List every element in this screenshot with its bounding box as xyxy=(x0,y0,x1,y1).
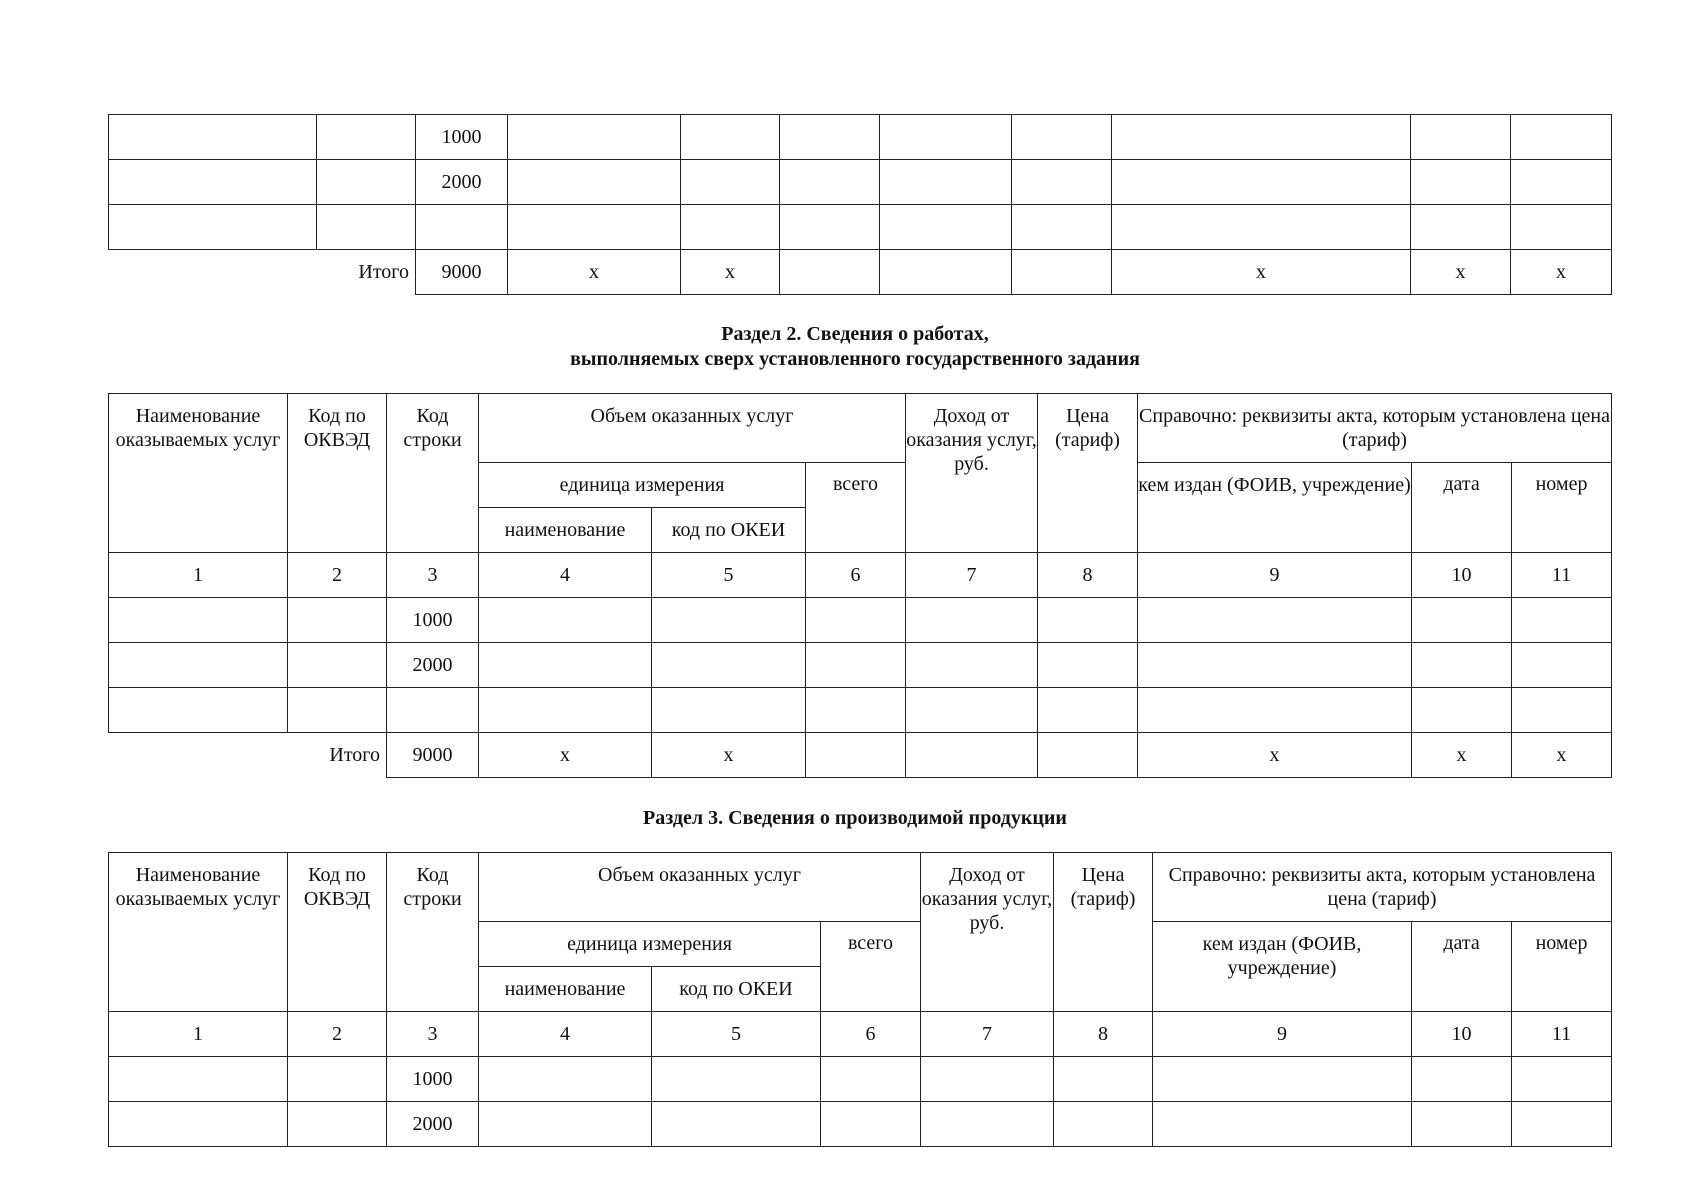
column-number: 4 xyxy=(479,1012,652,1057)
column-number: 6 xyxy=(806,553,906,598)
column-number: 3 xyxy=(387,553,479,598)
header-okved: Код по ОКВЭД xyxy=(288,394,387,553)
header-row xyxy=(109,853,1612,922)
column-number: 1 xyxy=(109,553,288,598)
column-number: 9 xyxy=(1138,553,1412,598)
section3-table xyxy=(108,852,1612,1147)
column-number: 8 xyxy=(1054,1012,1153,1057)
x-mark: x xyxy=(1412,733,1512,778)
header-price: Цена (тариф) xyxy=(1054,853,1153,1012)
section3-title-text: Раздел 3. Сведения о производимой продукции xyxy=(643,807,1067,829)
section2-title-line2: выполняемых сверх установленного государственного задания xyxy=(570,348,1140,370)
section1-continuation-table xyxy=(108,114,1612,295)
section2-title xyxy=(0,322,1697,372)
header-total: всего xyxy=(821,922,921,1012)
header-number: номер xyxy=(1512,463,1612,553)
line-code-cell: 1000 xyxy=(416,115,508,160)
line-code-cell: 2000 xyxy=(387,1102,479,1147)
header-line-code: Код строки xyxy=(387,853,479,1012)
header-date: дата xyxy=(1412,463,1512,553)
section3-title xyxy=(0,806,1697,831)
table-row xyxy=(109,598,1612,643)
x-mark: x xyxy=(681,250,780,295)
total-label: Итого xyxy=(358,260,409,283)
table-row xyxy=(109,205,1612,250)
column-number: 4 xyxy=(479,553,652,598)
section2-title-line1: Раздел 2. Сведения о работах, xyxy=(721,323,989,345)
column-number: 11 xyxy=(1512,553,1612,598)
table-row xyxy=(109,643,1612,688)
header-income: Доход от оказания услуг, руб. xyxy=(906,394,1038,553)
table-row xyxy=(109,1102,1612,1147)
x-mark: x xyxy=(1511,250,1612,295)
column-number: 9 xyxy=(1153,1012,1412,1057)
header-volume: Объем оказанных услуг xyxy=(479,394,906,463)
x-mark: x xyxy=(1138,733,1412,778)
x-mark: x xyxy=(1411,250,1511,295)
line-code-cell xyxy=(387,688,479,733)
header-income: Доход от оказания услуг, руб. xyxy=(921,853,1054,1012)
header-unit: единица измерения xyxy=(479,922,821,967)
line-code-cell: 1000 xyxy=(387,1057,479,1102)
column-number: 5 xyxy=(652,1012,821,1057)
line-code-cell: 1000 xyxy=(387,598,479,643)
header-unit-okei: код по ОКЕИ xyxy=(652,967,821,1012)
header-issued-by: кем издан (ФОИВ, учреждение) xyxy=(1153,922,1412,1012)
line-code-cell xyxy=(416,205,508,250)
x-mark: x xyxy=(652,733,806,778)
line-code-cell: 2000 xyxy=(416,160,508,205)
x-mark: x xyxy=(508,250,681,295)
column-number: 3 xyxy=(387,1012,479,1057)
header-unit-okei: код по ОКЕИ xyxy=(652,508,806,553)
table-row xyxy=(109,115,1612,160)
x-mark: x xyxy=(479,733,652,778)
total-label: Итого xyxy=(329,743,380,766)
header-total: всего xyxy=(806,463,906,553)
column-number-row xyxy=(109,553,1612,598)
total-code: 9000 xyxy=(387,733,479,778)
x-mark: x xyxy=(1112,250,1411,295)
column-number: 2 xyxy=(288,553,387,598)
section2-table xyxy=(108,393,1612,778)
header-volume: Объем оказанных услуг xyxy=(479,853,921,922)
header-issued-by: кем издан (ФОИВ, учреждение) xyxy=(1138,463,1412,553)
column-number: 8 xyxy=(1038,553,1138,598)
column-number-row xyxy=(109,1012,1612,1057)
column-number: 2 xyxy=(288,1012,387,1057)
column-number: 6 xyxy=(821,1012,921,1057)
total-row xyxy=(109,733,1612,778)
total-row xyxy=(109,250,1612,295)
column-number: 10 xyxy=(1412,1012,1512,1057)
header-unit-name: наименование xyxy=(479,967,652,1012)
line-code-cell: 2000 xyxy=(387,643,479,688)
header-row xyxy=(109,394,1612,463)
column-number: 7 xyxy=(906,553,1038,598)
header-okved: Код по ОКВЭД xyxy=(288,853,387,1012)
column-number: 7 xyxy=(921,1012,1054,1057)
header-unit-name: наименование xyxy=(479,508,652,553)
table-row xyxy=(109,688,1612,733)
header-reference: Справочно: реквизиты акта, которым установлена цена (тариф) xyxy=(1153,853,1612,922)
column-number: 1 xyxy=(109,1012,288,1057)
x-mark: x xyxy=(1512,733,1612,778)
column-number: 10 xyxy=(1412,553,1512,598)
header-price: Цена (тариф) xyxy=(1038,394,1138,553)
header-name: Наименование оказываемых услуг xyxy=(109,394,288,553)
total-code: 9000 xyxy=(416,250,508,295)
column-number: 11 xyxy=(1512,1012,1612,1057)
header-unit: единица измерения xyxy=(479,463,806,508)
table-row xyxy=(109,160,1612,205)
header-name: Наименование оказываемых услуг xyxy=(109,853,288,1012)
table-row xyxy=(109,1057,1612,1102)
header-number: номер xyxy=(1512,922,1612,1012)
column-number: 5 xyxy=(652,553,806,598)
header-reference: Справочно: реквизиты акта, которым установлена цена (тариф) xyxy=(1138,394,1612,463)
header-date: дата xyxy=(1412,922,1512,1012)
header-line-code: Код строки xyxy=(387,394,479,553)
